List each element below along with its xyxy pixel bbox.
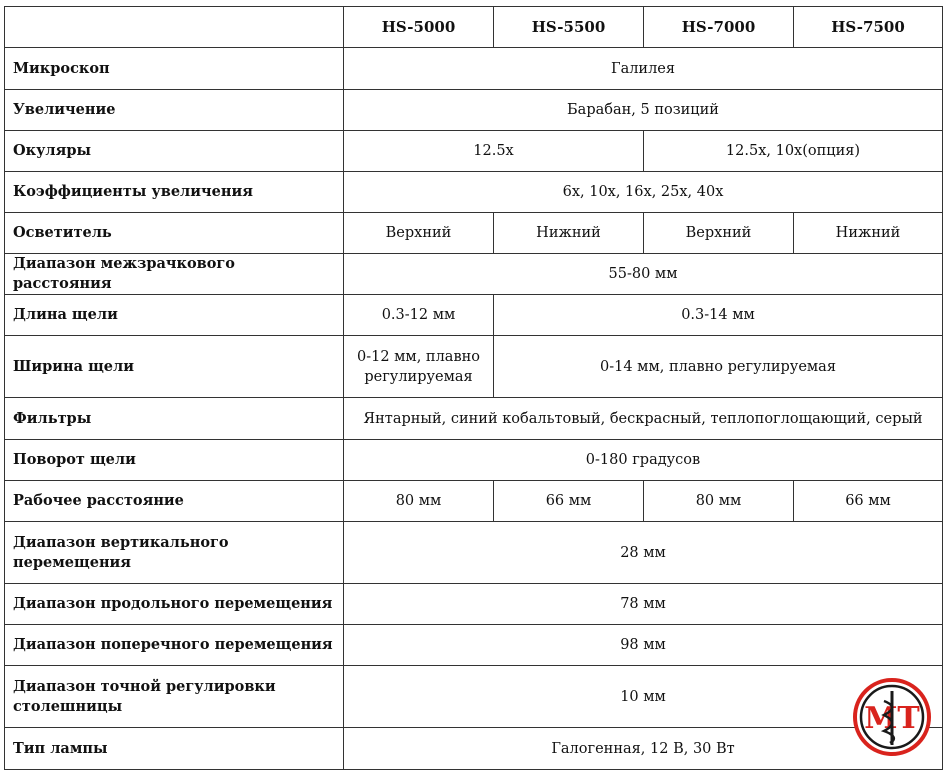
row-label: Диапазон вертикального перемещения [5, 522, 344, 584]
row-label: Диапазон межзрачкового расстояния [5, 254, 344, 295]
table-row [5, 625, 943, 666]
table-row [5, 728, 943, 770]
model-header: HS-7000 [644, 7, 794, 48]
row-value: Янтарный, синий кобальтовый, бескрасный, теплопоглощающий, серый [344, 398, 943, 440]
table-row [5, 254, 943, 295]
header-row [5, 7, 943, 48]
row-value: Галилея [344, 48, 943, 90]
row-label: Длина щели [5, 295, 344, 336]
model-header: HS-5500 [494, 7, 644, 48]
row-label: Диапазон точной регулировки столешницы [5, 666, 344, 728]
row-value: 12.5x, 10x(опция) [644, 131, 943, 172]
row-value: Барабан, 5 позиций [344, 90, 943, 131]
row-value: 55-80 мм [344, 254, 943, 295]
row-label: Коэффициенты увеличения [5, 172, 344, 213]
row-value: Нижний [794, 213, 943, 254]
row-value: 12.5x [344, 131, 644, 172]
table-row [5, 398, 943, 440]
row-value: Верхний [344, 213, 494, 254]
table-row [5, 522, 943, 584]
row-value: 10 мм [344, 666, 943, 728]
row-value: 0.3-14 мм [494, 295, 943, 336]
table-row [5, 295, 943, 336]
table-row [5, 666, 943, 728]
table-row [5, 213, 943, 254]
medical-logo-icon [852, 677, 932, 757]
logo-text: МТ [864, 701, 920, 736]
model-header: HS-5000 [344, 7, 494, 48]
row-value: 0-12 мм, плавно регулируемая [344, 336, 494, 398]
row-label: Поворот щели [5, 440, 344, 481]
row-value: 6x, 10x, 16x, 25x, 40x [344, 172, 943, 213]
table-row [5, 440, 943, 481]
table-row [5, 48, 943, 90]
row-value: 0-14 мм, плавно регулируемая [494, 336, 943, 398]
row-value: Нижний [494, 213, 644, 254]
table-row [5, 481, 943, 522]
row-label: Микроскоп [5, 48, 344, 90]
row-label: Осветитель [5, 213, 344, 254]
row-label: Рабочее расстояние [5, 481, 344, 522]
row-label: Увеличение [5, 90, 344, 131]
row-value: 80 мм [644, 481, 794, 522]
table-row [5, 584, 943, 625]
row-value: 66 мм [794, 481, 943, 522]
table-row [5, 131, 943, 172]
table-row [5, 172, 943, 213]
row-value: Верхний [644, 213, 794, 254]
row-label: Фильтры [5, 398, 344, 440]
row-value: 78 мм [344, 584, 943, 625]
row-value: 80 мм [344, 481, 494, 522]
model-header: HS-7500 [794, 7, 943, 48]
table-row [5, 90, 943, 131]
table-row [5, 336, 943, 398]
row-value: 98 мм [344, 625, 943, 666]
row-label: Ширина щели [5, 336, 344, 398]
row-label: Диапазон поперечного перемещения [5, 625, 344, 666]
spec-table [4, 6, 943, 770]
row-label: Окуляры [5, 131, 344, 172]
row-value: 0.3-12 мм [344, 295, 494, 336]
row-value: Галогенная, 12 В, 30 Вт [344, 728, 943, 770]
row-value: 66 мм [494, 481, 644, 522]
row-value: 0-180 градусов [344, 440, 943, 481]
header-empty-cell [5, 7, 344, 48]
row-label: Тип лампы [5, 728, 344, 770]
row-value: 28 мм [344, 522, 943, 584]
row-label: Диапазон продольного перемещения [5, 584, 344, 625]
